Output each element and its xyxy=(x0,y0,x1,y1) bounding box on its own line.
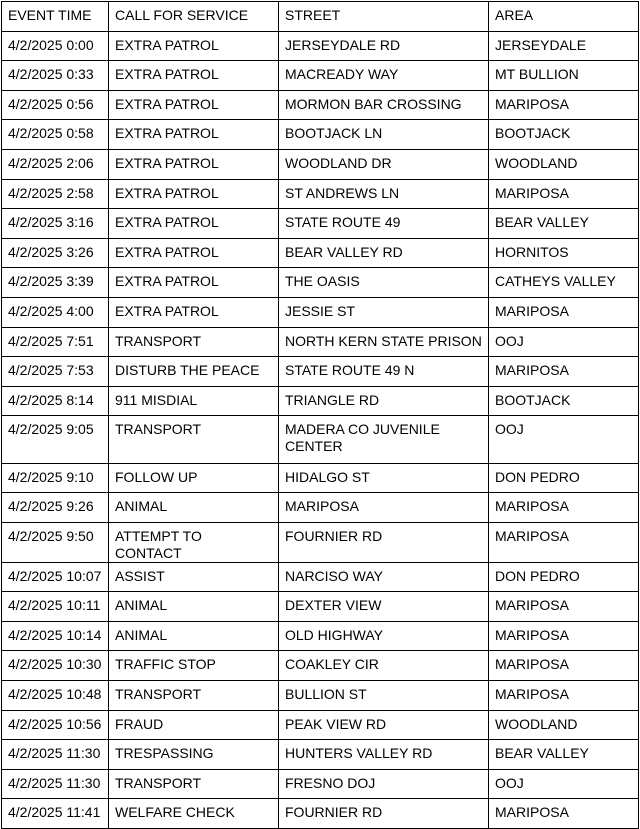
area-cell: MARIPOSA xyxy=(489,651,639,681)
table-row xyxy=(2,562,639,592)
area-cell: MARIPOSA xyxy=(489,799,639,829)
table-row xyxy=(2,651,639,681)
table-row xyxy=(2,297,639,327)
event-time-cell: 4/2/2025 11:41 xyxy=(2,799,109,829)
event-time-cell: 4/2/2025 0:33 xyxy=(2,61,109,91)
event-time-cell: 4/2/2025 3:39 xyxy=(2,268,109,298)
street-cell: JERSEYDALE RD xyxy=(279,31,489,61)
area-cell: BOOTJACK xyxy=(489,120,639,150)
event-time-cell: 4/2/2025 10:48 xyxy=(2,681,109,711)
call-for-service-cell: EXTRA PATROL xyxy=(109,238,279,268)
event-time-cell: 4/2/2025 9:26 xyxy=(2,493,109,523)
call-for-service-cell: DISTURB THE PEACE xyxy=(109,357,279,387)
table-row xyxy=(2,592,639,622)
table-row xyxy=(2,238,639,268)
street-cell: MADERA CO JUVENILE CENTER xyxy=(279,416,489,463)
area-cell: CATHEYS VALLEY xyxy=(489,268,639,298)
event-time-cell: 4/2/2025 0:00 xyxy=(2,31,109,61)
call-for-service-cell: FRAUD xyxy=(109,710,279,740)
table-row xyxy=(2,386,639,416)
call-for-service-cell: TRANSPORT xyxy=(109,681,279,711)
event-time-cell: 4/2/2025 0:58 xyxy=(2,120,109,150)
street-cell: THE OASIS xyxy=(279,268,489,298)
area-cell: MARIPOSA xyxy=(489,297,639,327)
area-cell: OOJ xyxy=(489,416,639,463)
area-cell: WOODLAND xyxy=(489,149,639,179)
street-cell: COAKLEY CIR xyxy=(279,651,489,681)
area-cell: DON PEDRO xyxy=(489,463,639,493)
table-row xyxy=(2,31,639,61)
street-cell: BEAR VALLEY RD xyxy=(279,238,489,268)
event-time-cell: 4/2/2025 2:58 xyxy=(2,179,109,209)
area-cell: MARIPOSA xyxy=(489,179,639,209)
call-for-service-cell: EXTRA PATROL xyxy=(109,61,279,91)
event-time-cell: 4/2/2025 9:05 xyxy=(2,416,109,463)
area-cell: MARIPOSA xyxy=(489,522,639,562)
call-for-service-cell: EXTRA PATROL xyxy=(109,179,279,209)
table-row xyxy=(2,769,639,799)
table-row xyxy=(2,149,639,179)
call-for-service-cell: EXTRA PATROL xyxy=(109,297,279,327)
street-cell: NORTH KERN STATE PRISON xyxy=(279,327,489,357)
street-cell: STATE ROUTE 49 xyxy=(279,209,489,239)
street-cell: BULLION ST xyxy=(279,681,489,711)
table-row xyxy=(2,268,639,298)
area-cell: WOODLAND xyxy=(489,710,639,740)
area-cell: MARIPOSA xyxy=(489,621,639,651)
event-time-cell: 4/2/2025 10:07 xyxy=(2,562,109,592)
street-cell: MACREADY WAY xyxy=(279,61,489,91)
street-cell: FOURNIER RD xyxy=(279,799,489,829)
event-time-cell: 4/2/2025 3:16 xyxy=(2,209,109,239)
event-time-cell: 4/2/2025 10:30 xyxy=(2,651,109,681)
area-cell: BOOTJACK xyxy=(489,386,639,416)
call-for-service-cell: TRANSPORT xyxy=(109,416,279,463)
event-time-cell: 4/2/2025 11:30 xyxy=(2,740,109,770)
event-time-cell: 4/2/2025 10:56 xyxy=(2,710,109,740)
call-for-service-cell: ANIMAL xyxy=(109,621,279,651)
call-for-service-cell: TRANSPORT xyxy=(109,769,279,799)
event-time-cell: 4/2/2025 11:30 xyxy=(2,769,109,799)
event-time-cell: 4/2/2025 7:51 xyxy=(2,327,109,357)
table-row xyxy=(2,740,639,770)
event-time-cell: 4/2/2025 0:56 xyxy=(2,90,109,120)
event-time-cell: 4/2/2025 7:53 xyxy=(2,357,109,387)
table-row xyxy=(2,799,639,829)
area-cell: MARIPOSA xyxy=(489,592,639,622)
call-for-service-cell: WELFARE CHECK xyxy=(109,799,279,829)
street-cell: ST ANDREWS LN xyxy=(279,179,489,209)
event-time-cell: 4/2/2025 4:00 xyxy=(2,297,109,327)
table-row xyxy=(2,416,639,463)
table-row xyxy=(2,209,639,239)
table-row xyxy=(2,681,639,711)
call-for-service-cell: EXTRA PATROL xyxy=(109,209,279,239)
call-for-service-cell: EXTRA PATROL xyxy=(109,90,279,120)
street-cell: OLD HIGHWAY xyxy=(279,621,489,651)
event-time-cell: 4/2/2025 3:26 xyxy=(2,238,109,268)
table-row xyxy=(2,522,639,562)
area-cell: MT BULLION xyxy=(489,61,639,91)
event-time-cell: 4/2/2025 10:14 xyxy=(2,621,109,651)
street-cell: WOODLAND DR xyxy=(279,149,489,179)
street-cell: TRIANGLE RD xyxy=(279,386,489,416)
street-cell: MARIPOSA xyxy=(279,493,489,523)
area-cell: MARIPOSA xyxy=(489,493,639,523)
area-cell: DON PEDRO xyxy=(489,562,639,592)
call-for-service-cell: TRAFFIC STOP xyxy=(109,651,279,681)
street-cell: FOURNIER RD xyxy=(279,522,489,562)
table-row xyxy=(2,61,639,91)
call-for-service-cell: EXTRA PATROL xyxy=(109,268,279,298)
table-row xyxy=(2,327,639,357)
header-street: STREET xyxy=(279,2,489,32)
call-for-service-cell: EXTRA PATROL xyxy=(109,149,279,179)
street-cell: MORMON BAR CROSSING xyxy=(279,90,489,120)
header-event-time: EVENT TIME xyxy=(2,2,109,32)
area-cell: OOJ xyxy=(489,769,639,799)
street-cell: STATE ROUTE 49 N xyxy=(279,357,489,387)
area-cell: MARIPOSA xyxy=(489,357,639,387)
area-cell: OOJ xyxy=(489,327,639,357)
street-cell: HUNTERS VALLEY RD xyxy=(279,740,489,770)
call-log-table xyxy=(1,1,639,829)
call-for-service-cell: 911 MISDIAL xyxy=(109,386,279,416)
table-row xyxy=(2,621,639,651)
event-time-cell: 4/2/2025 10:11 xyxy=(2,592,109,622)
street-cell: JESSIE ST xyxy=(279,297,489,327)
call-for-service-cell: TRANSPORT xyxy=(109,327,279,357)
table-row xyxy=(2,710,639,740)
call-for-service-cell: EXTRA PATROL xyxy=(109,31,279,61)
event-time-cell: 4/2/2025 8:14 xyxy=(2,386,109,416)
table-row xyxy=(2,357,639,387)
street-cell: FRESNO DOJ xyxy=(279,769,489,799)
table-row xyxy=(2,493,639,523)
table-row xyxy=(2,120,639,150)
area-cell: MARIPOSA xyxy=(489,681,639,711)
area-cell: MARIPOSA xyxy=(489,90,639,120)
event-time-cell: 4/2/2025 9:50 xyxy=(2,522,109,562)
header-call-for-service: CALL FOR SERVICE xyxy=(109,2,279,32)
street-cell: HIDALGO ST xyxy=(279,463,489,493)
street-cell: BOOTJACK LN xyxy=(279,120,489,150)
area-cell: BEAR VALLEY xyxy=(489,740,639,770)
call-for-service-cell: TRESPASSING xyxy=(109,740,279,770)
call-for-service-cell: ANIMAL xyxy=(109,592,279,622)
table-row xyxy=(2,463,639,493)
call-for-service-cell: ASSIST xyxy=(109,562,279,592)
area-cell: HORNITOS xyxy=(489,238,639,268)
street-cell: DEXTER VIEW xyxy=(279,592,489,622)
area-cell: JERSEYDALE xyxy=(489,31,639,61)
street-cell: PEAK VIEW RD xyxy=(279,710,489,740)
header-area: AREA xyxy=(489,2,639,32)
area-cell: BEAR VALLEY xyxy=(489,209,639,239)
header-row xyxy=(2,2,639,32)
event-time-cell: 4/2/2025 2:06 xyxy=(2,149,109,179)
table-row xyxy=(2,179,639,209)
call-log-body xyxy=(2,2,639,829)
call-for-service-cell: ATTEMPT TO CONTACT xyxy=(109,522,279,562)
table-row xyxy=(2,90,639,120)
call-for-service-cell: ANIMAL xyxy=(109,493,279,523)
call-for-service-cell: EXTRA PATROL xyxy=(109,120,279,150)
event-time-cell: 4/2/2025 9:10 xyxy=(2,463,109,493)
call-for-service-cell: FOLLOW UP xyxy=(109,463,279,493)
street-cell: NARCISO WAY xyxy=(279,562,489,592)
